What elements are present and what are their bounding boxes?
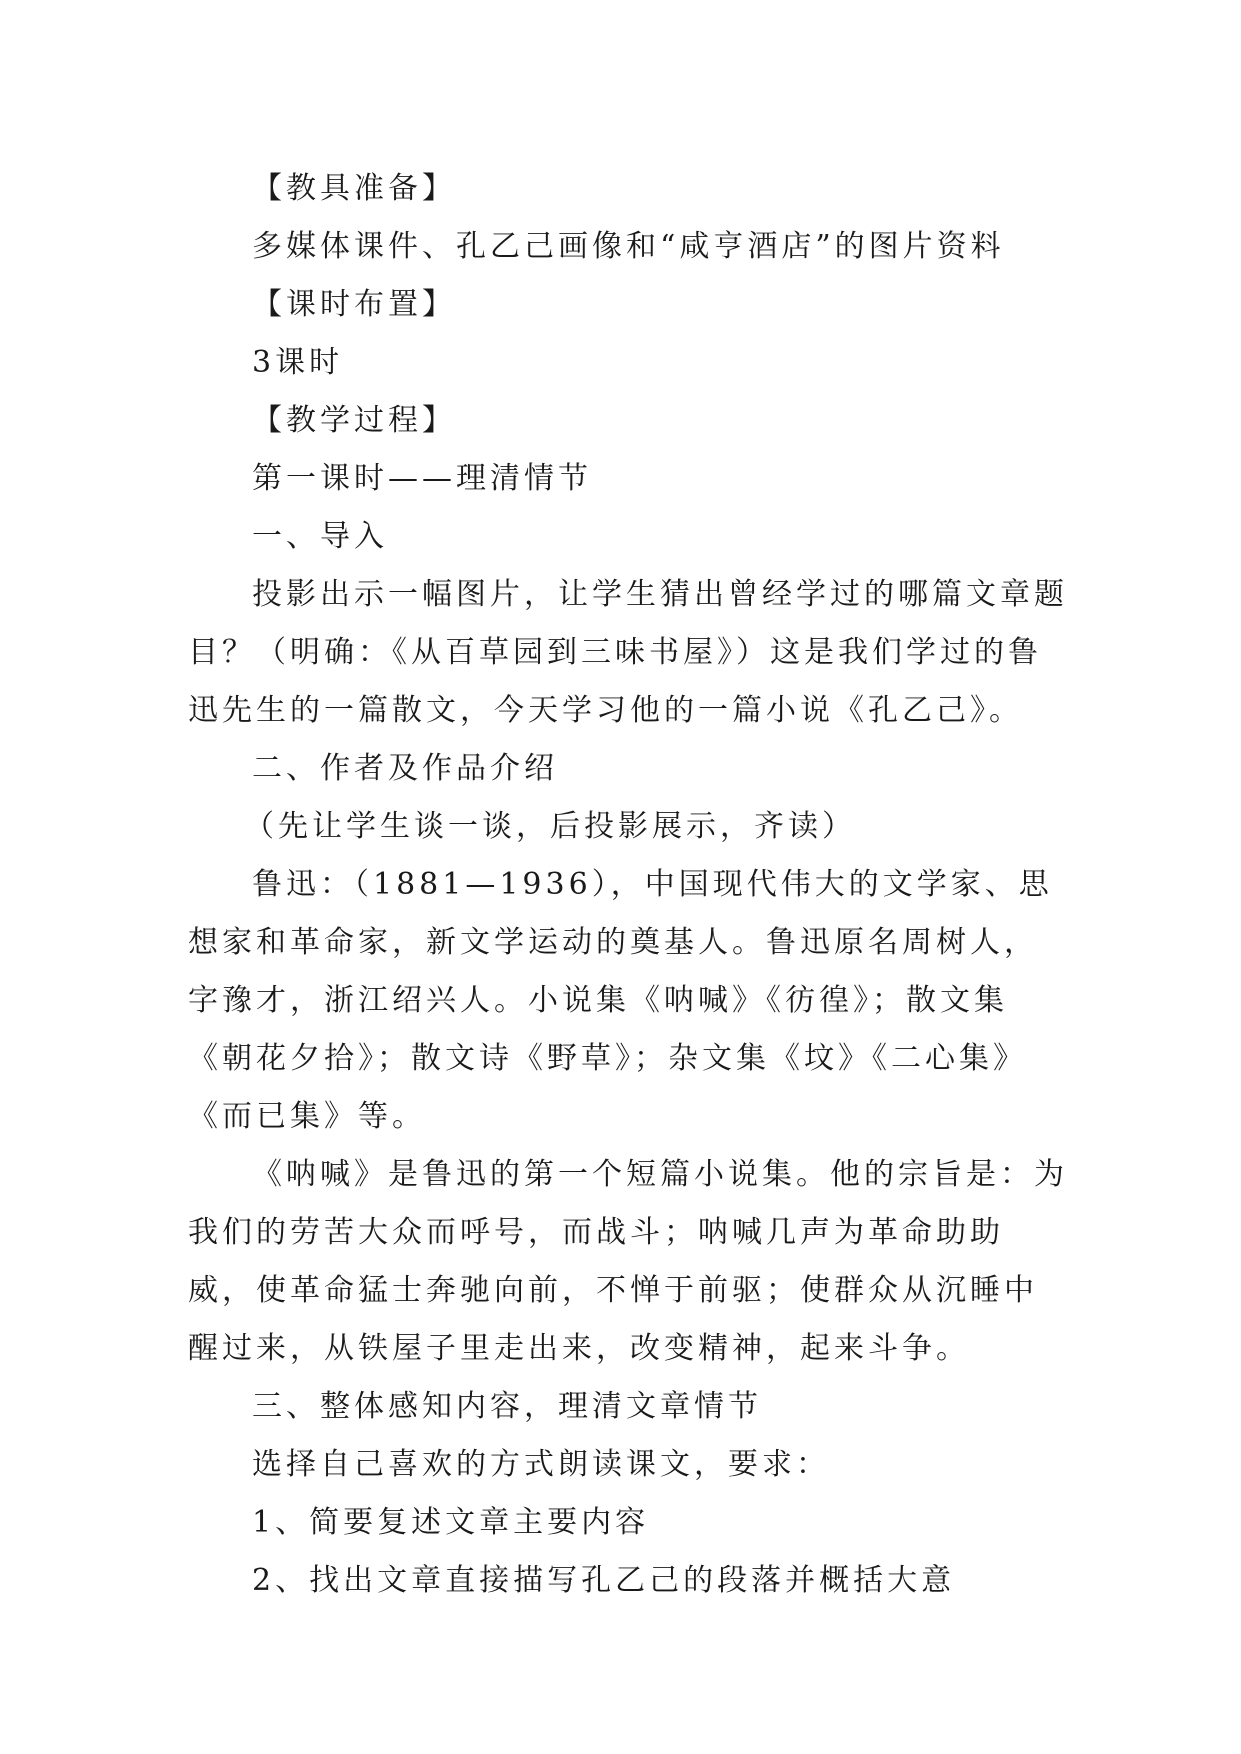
paragraph: 《呐喊》是鲁迅的第一个短篇小说集。他的宗旨是：为我们的劳苦大众而呼号，而战斗；呐喊几声为革命助助威，使革命猛士奔驰向前，不惮于前驱；使群众从沉睡中醒过来，从铁屋子里走出来，改变精神，起来斗争。 <box>188 1157 1068 1366</box>
paragraph: （先让学生谈一谈，后投影展示，齐读） <box>244 809 856 844</box>
paragraph: 【教具准备】 <box>252 171 456 206</box>
paragraph: 一、导入 <box>252 519 388 554</box>
paragraph: 鲁迅：（1881—1936），中国现代伟大的文学家、思想家和革命家，新文学运动的奠基人。鲁迅原名周树人，字豫才，浙江绍兴人。小说集《呐喊》《彷徨》；散文集《朝花夕拾》；散文诗《野草》；杂文集《坟》《二心集》《而已集》等。 <box>188 867 1053 1134</box>
document-page <box>188 160 1068 1610</box>
paragraph: 三、整体感知内容，理清文章情节 <box>252 1389 762 1424</box>
paragraph: 3课时 <box>252 345 344 380</box>
paragraph: 投影出示一幅图片，让学生猜出曾经学过的哪篇文章题目？（明确：《从百草园到三味书屋》）这是我们学过的鲁迅先生的一篇散文，今天学习他的一篇小说《孔乙己》。 <box>188 577 1068 728</box>
paragraph: 多媒体课件、孔乙己画像和“咸亨酒店”的图片资料 <box>252 229 1005 264</box>
paragraph: 【教学过程】 <box>252 403 456 438</box>
paragraph: 第一课时——理清情节 <box>252 461 592 496</box>
paragraph: 【课时布置】 <box>252 287 456 322</box>
paragraph: 1、简要复述文章主要内容 <box>252 1505 650 1540</box>
paragraph: 二、作者及作品介绍 <box>252 751 558 786</box>
paragraph: 2、找出文章直接描写孔乙己的段落并概括大意 <box>252 1563 956 1598</box>
paragraph: 选择自己喜欢的方式朗读课文，要求： <box>252 1447 830 1482</box>
